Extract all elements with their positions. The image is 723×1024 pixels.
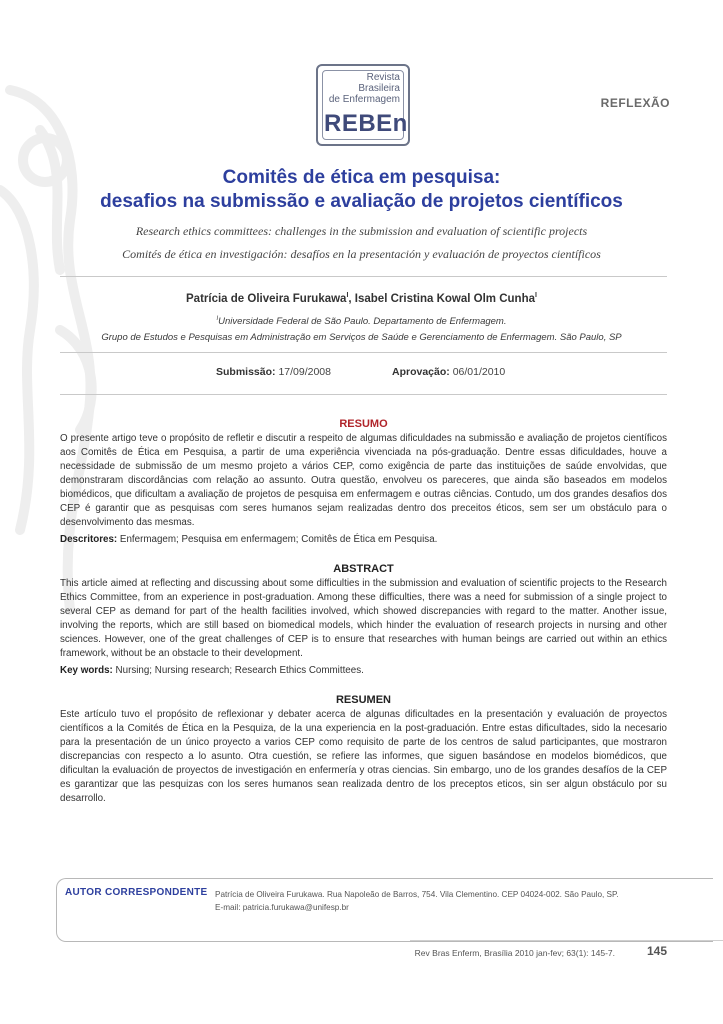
resumo-heading: RESUMO — [339, 418, 388, 430]
resumo-keywords-label: Descritores: — [60, 534, 118, 545]
corresponding-author-label: AUTOR CORRESPONDENTE — [65, 887, 208, 898]
abstract-heading: ABSTRACT — [333, 563, 394, 575]
logo-line-1: Revista — [366, 72, 400, 83]
journal-logo — [316, 64, 410, 146]
corresponding-author-details — [215, 888, 693, 914]
affiliation-sup: I — [216, 316, 219, 322]
resumo-body: O presente artigo teve o propósito de refletir e discutir a respeito de algumas dificuldades na submissão e avaliação de projetos científicos aos Comitês de Ética em Pesquisa, a partir de uma experiência vivenciada na pós-graduação. Dentre essas dificuldades, houve a necessidade de submissão de um mesmo projeto a vários CEP, como exigência de parte das instituições de saúde envolvidas, que demonstraram discordâncias com relação ao assunto. Outra questão, envolveu os pareceres, que ainda são baseados em modelos biomédicos, que dificultam a avaliação de projetos de pesquisa em enfermagem e outras ciências. Contudo, um dos grandes desafios dos CEP é garantir que as pesquisas com seres humanos sejam realizadas dentro dos preceitos éticos, sem ser um obstáculo para o desenvolvimento das mesmas. — [60, 433, 667, 528]
divider — [60, 394, 667, 395]
abstract-body: This article aimed at reflecting and discussing about some difficulties in the submission and evaluation of scientific projects to the Research Ethics Committee, from an experience in post-graduation. Among these difficulties, there was a need for submission of a single project to several CEP as demand for part of the health facilities involved, which showed discrepancies with regard to the matter. Another issue, involving the reports, which are still based on biomedical models, which hinder the evaluation of research projects in nursing and other sciences. However, one of the great challenges of CEP is to ensure that researches with human beings are carried out within an ethics framework, without be an obstacle to their development. — [60, 578, 667, 659]
divider — [60, 276, 667, 277]
logo-line-3: de Enfermagem — [328, 94, 400, 105]
logo-line-2: Brasileira — [358, 83, 400, 94]
author-2-sup: I — [535, 292, 537, 299]
affiliation-1-text: Universidade Federal de São Paulo. Departamento de Enfermagem. — [218, 316, 507, 328]
title-spanish: Comités de ética en investigación: desafíos en la presentación y evaluación de proyectos científicos — [122, 247, 601, 261]
abstract-keywords — [60, 665, 667, 676]
title-line-2: desafios na submissão e avaliação de projetos científicos — [100, 191, 623, 212]
authors — [40, 292, 683, 305]
title-line-1: Comitês de ética em pesquisa: — [222, 167, 501, 188]
corresponding-author-box — [56, 878, 713, 942]
submission-value: 17/09/2008 — [278, 366, 331, 378]
affiliation-1 — [30, 316, 693, 327]
corresponding-address: Patrícia de Oliveira Furukawa. Rua Napoleão de Barros, 754. Vila Clementino. CEP 04024-002. São Paulo, SP. — [215, 890, 619, 899]
approval-label: Aprovação: — [392, 366, 450, 378]
corresponding-email: E-mail: patricia.furukawa@unifesp.br — [215, 903, 349, 912]
page-number: 145 — [646, 944, 667, 958]
resumen-heading: RESUMEN — [335, 694, 391, 706]
logo-brand: REBEn — [324, 110, 408, 137]
article-title — [40, 166, 683, 214]
affiliation-2: Grupo de Estudos e Pesquisas em Administração em Serviços de Saúde e Gerenciamento de Enfermagem. São Paulo, SP — [101, 332, 622, 343]
submission-label: Submissão: — [216, 366, 276, 378]
logo-journal-name — [329, 72, 400, 105]
author-1: Patrícia de Oliveira Furukawa — [186, 292, 347, 305]
resumen-body: Este artículo tuvo el propósito de reflexionar y debater acerca de algunas dificultades en la presentación y evaluación de proyectos científicos a la Comités de Ética en la Pesquiza, de la una experiencia en la post-graduación. Entre estas dificultades, sido la necesario para la presentación de un único proyecto a varios CEP como requisito de parte de los centros de salud participantes, que mostraron discrepancias con respecto a lo asunto. Otra cuestión, se refiere las informes, que siguen basándose en modelos biomédicos, que dificultan la evaluación de proyectos de investigación en enfermería y otras ciencias. Sin embargo, uno de los grandes desafíos de la CEP es garantizar que las pesquizas con los seres humanos sean realizada dentro de los preceptos eticos, sin ser algun obstáculo por su desarrollo. — [60, 709, 667, 804]
divider — [60, 352, 667, 353]
footer-divider — [410, 940, 723, 941]
author-2: , Isabel Cristina Kowal Olm Cunha — [348, 292, 536, 305]
approval-date — [392, 366, 505, 378]
submission-date — [216, 366, 331, 378]
resumo-keywords — [60, 534, 667, 545]
approval-value: 06/01/2010 — [452, 366, 506, 378]
section-label: REFLEXÃO — [600, 96, 670, 110]
journal-citation: Rev Bras Enferm, Brasília 2010 jan-fev; 63(1): 145-7. — [414, 948, 615, 958]
abstract-keywords-value: Nursing; Nursing research; Research Ethics Committees. — [115, 665, 364, 676]
abstract-keywords-label: Key words: — [60, 665, 113, 676]
title-english: Research ethics committees: challenges in the submission and evaluation of scientific projects — [135, 224, 588, 238]
resumo-keywords-value: Enfermagem; Pesquisa em enfermagem; Comitês de Ética em Pesquisa. — [119, 534, 438, 545]
author-1-sup: I — [346, 292, 349, 299]
watermark-figure — [0, 70, 110, 630]
